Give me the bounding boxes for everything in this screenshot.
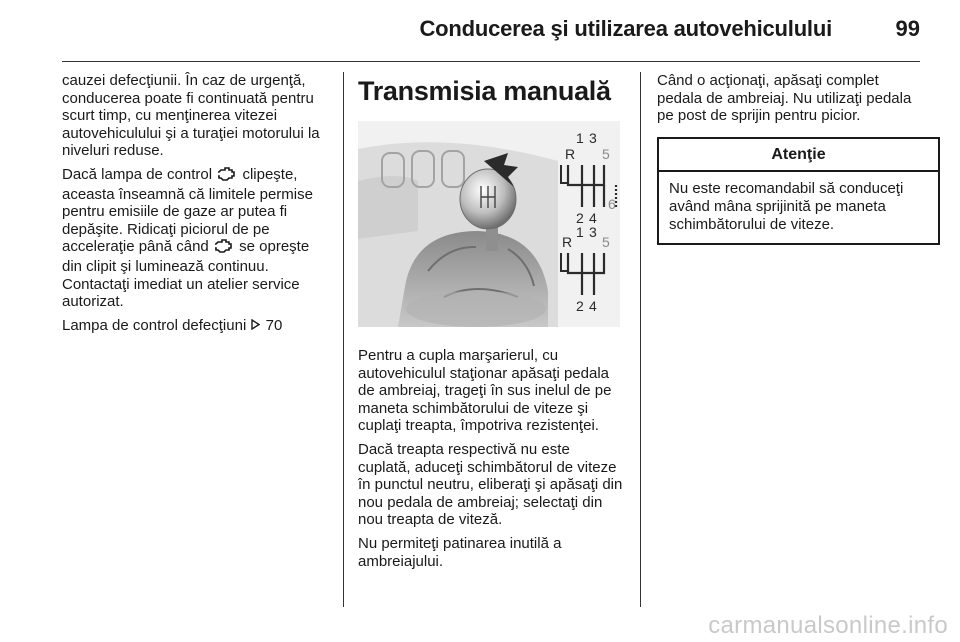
top-gate-3: 3 [589, 130, 597, 146]
page-reference-icon [251, 317, 260, 335]
caution-title: Atenţie [659, 139, 938, 173]
paragraph-clutch-slip: Nu permiteţi patinarea inutilă a ambreiajului. [358, 534, 562, 570]
column-middle [358, 72, 626, 576]
engine-check-icon [218, 167, 236, 186]
top-gate-r: R [565, 146, 576, 162]
top-gate-2: 2 [576, 210, 584, 226]
paragraph-reference: Lampa de control defecţiuni 70 [62, 316, 283, 334]
bottom-gate-4: 4 [589, 298, 597, 314]
top-gate-6: 6 [608, 196, 616, 212]
page-reference-link[interactable]: 70 [265, 316, 283, 334]
column-right [657, 72, 925, 245]
column-divider-2 [640, 72, 641, 607]
bottom-gate-3: 3 [589, 224, 597, 240]
paragraph-control-lamp: Dacă lampa de control clipeşte, aceasta înseamnă că limitele permise pentru emisiile de gaze ar putea fi depăşite. Ridicaţi piciorul de pe acceleraţie până când se opreşte din clipit şi luminează continuu. Contactaţi imediat un atelier service autorizat. [62, 165, 313, 311]
column-divider-1 [343, 72, 344, 607]
caution-box [657, 137, 940, 245]
paragraph-emergency: cauzei defecţiunii. În caz de urgenţă, conducerea poate fi continuată pentru scurt timp, cu menţinerea vitezei autovehiculului şi a turaţiei motorului la niveluri reduse. [62, 72, 320, 160]
paragraph-reverse-gear: Pentru a cupla marşarierul, cu autovehiculul staţionar apăsaţi pedala de ambreiaj, trageţi în sus inelul de pe maneta schimbătorului de viteze şi cuplaţi treapta, împotriva rezistenţei. [358, 347, 612, 435]
page-number: 99 [895, 16, 920, 41]
bottom-gate-2: 2 [576, 298, 584, 314]
bottom-gate-5: 5 [602, 234, 610, 250]
top-gate-5: 5 [602, 146, 610, 162]
paragraph-not-engaged: Dacă treapta respectivă nu este cuplată, aduceţi schimbătorul de viteze în punctul neutru, eliberaţi şi apăsaţi din nou pedala de ambreiaj; selectaţi din nou treapta de viteză. [358, 440, 623, 529]
header-divider [62, 61, 920, 62]
engine-check-icon [215, 239, 233, 258]
chapter-title: Conducerea şi utilizarea autovehiculului [419, 16, 832, 41]
page-header [0, 0, 960, 60]
site-watermark: carmanualsonline.info [708, 612, 948, 639]
caution-text: Nu este recomandabil să conduceţi având mâna sprijinită pe maneta schimbătorului de viteze. [669, 180, 904, 233]
bottom-gate-r: R [562, 234, 573, 250]
bottom-gate-1: 1 [576, 224, 584, 240]
gearshift-illustration [358, 121, 620, 327]
paragraph-clutch-pedal: Când o acţionaţi, apăsaţi complet pedala de ambreiaj. Nu utilizaţi pedala pe post de sprijin pentru picior. [657, 72, 912, 125]
column-left [62, 72, 330, 340]
top-gate-1: 1 [576, 130, 584, 146]
top-gate-4: 4 [589, 210, 597, 226]
section-title: Transmisia manuală [358, 76, 611, 106]
